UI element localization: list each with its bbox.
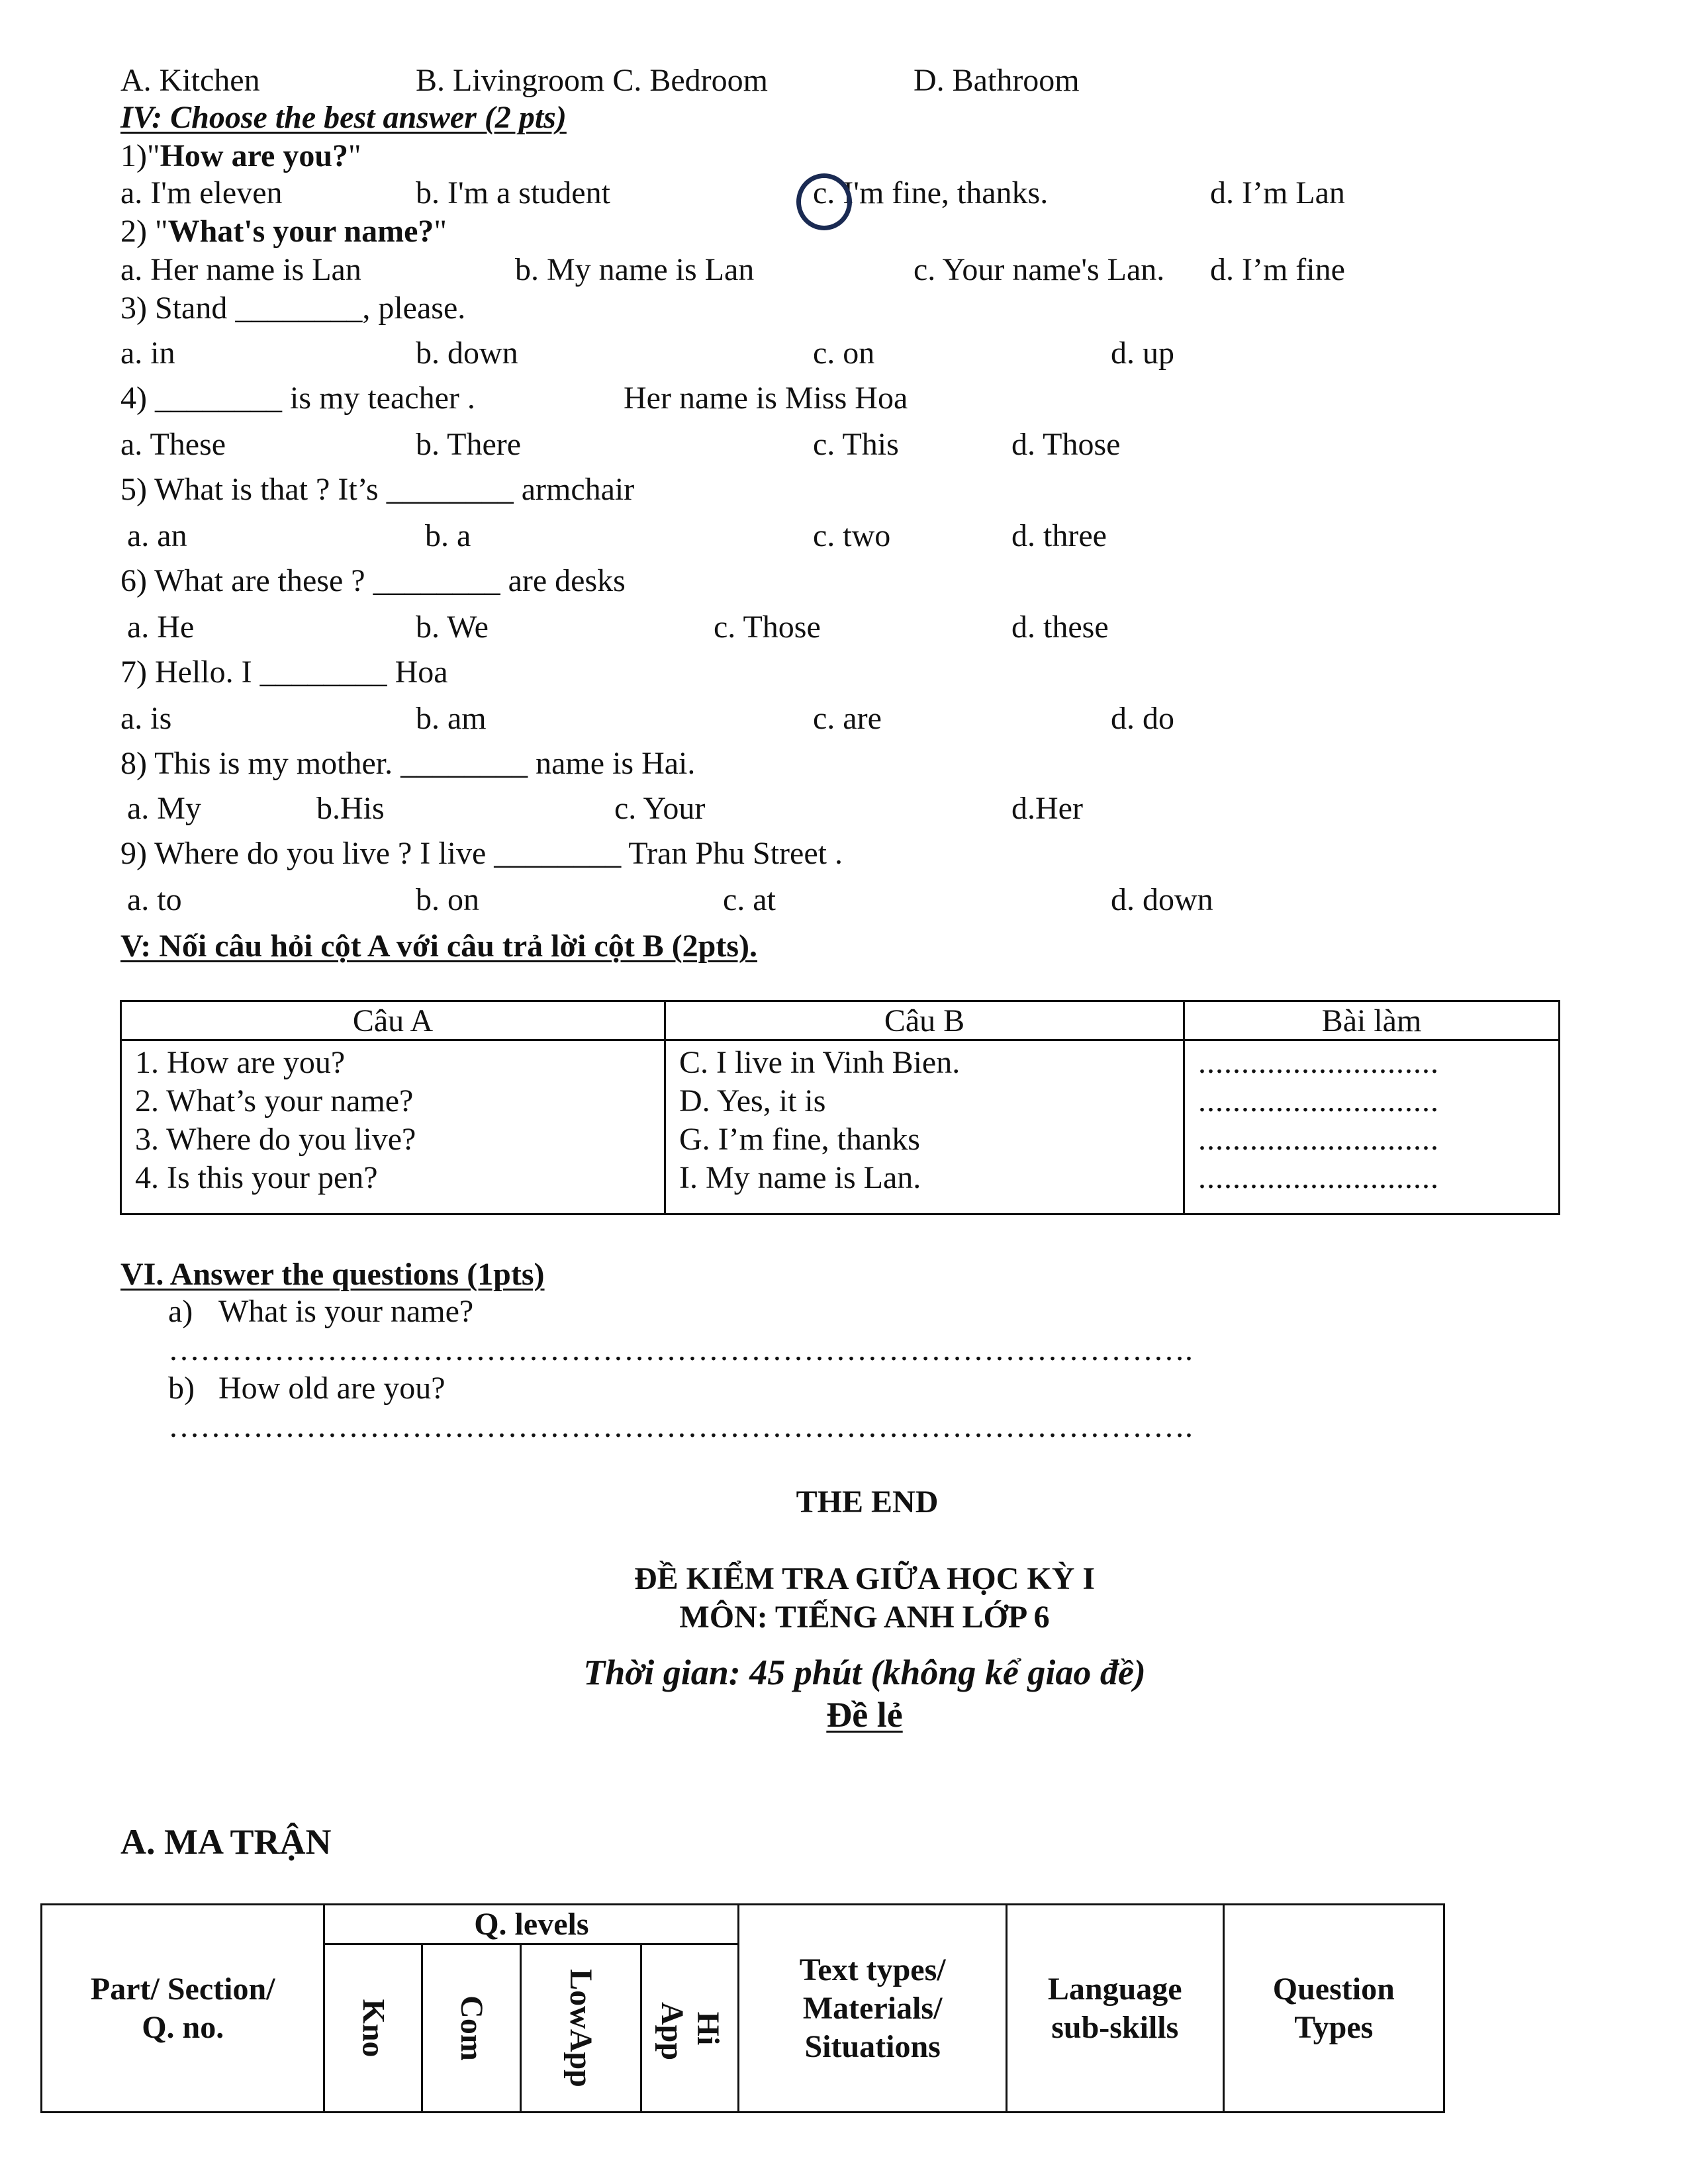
answer-circle-mark [796,173,852,230]
q-levels-header: Q. levels [324,1905,739,1944]
column-b [665,1040,1184,1214]
exam-time: Thời gian: 45 phút (không kể giao đề) [583,1653,1146,1692]
matching-table-header [121,1001,1560,1040]
q7-option-d: d. do [1111,701,1174,736]
q4-option-b: b. There [416,427,522,462]
q9-option-d: d. down [1111,882,1213,917]
q5-option-c: c. two [813,518,891,553]
question-types-header: Question Types [1223,1905,1444,2113]
header-cau-b: Câu B [665,1001,1184,1040]
q9-option-c: c. at [723,882,776,917]
the-end: THE END [796,1484,939,1520]
option-livingroom-bedroom: B. Livingroom C. Bedroom [416,63,768,98]
q4-option-a: a. These [120,427,226,462]
part-section-header: Part/ Section/ Q. no. [42,1905,324,2113]
col-b-item: I. My name is Lan. [679,1160,921,1195]
col-b-item: G. I’m fine, thanks [679,1122,920,1157]
q5-option-d: d. three [1011,518,1107,553]
q8-option-a: a. My [127,791,201,826]
q6-option-a: a. He [127,610,195,645]
exam-version: Đề lẻ [826,1695,903,1735]
col-b-item: D. Yes, it is [679,1083,826,1118]
question-3: 3) Stand ________, please. [120,291,466,326]
matrix-table [40,1903,1445,2113]
matrix-title: A. MA TRẬN [120,1822,332,1862]
question-4-part2: Her name is Miss Hoa [624,381,908,416]
q1-option-d: d. I’m Lan [1210,175,1345,210]
q5-option-b: b. a [425,518,471,553]
q6-option-b: b. We [416,610,489,645]
q8-option-d: d.Her [1011,791,1083,826]
option-bathroom: D. Bathroom [914,63,1080,98]
q6-option-d: d. these [1011,610,1109,645]
q2-option-d: d. I’m fine [1210,252,1345,287]
q3-option-c: c. on [813,336,875,371]
question-6: 6) What are these ? ________ are desks [120,563,626,598]
option-kitchen: A. Kitchen [120,63,260,98]
q2-option-b: b. My name is Lan [515,252,755,287]
matching-table-body [121,1040,1560,1214]
col-b-item: C. I live in Vinh Bien. [679,1045,961,1080]
q1-option-a: a. I'm eleven [120,175,283,210]
q7-option-b: b. am [416,701,487,736]
matrix-header-row-1 [42,1905,1444,1944]
q7-option-c: c. are [813,701,882,736]
answer-b-line[interactable]: ……………………………………………………………………………………. [168,1409,1193,1444]
q3-option-a: a. in [120,336,175,371]
column-a [121,1040,665,1214]
question-1: 1)"How are you?" [120,138,361,173]
q8-option-b: b.His [316,791,385,826]
col-a-item: 4. Is this your pen? [135,1160,378,1195]
text-types-header: Text types/ Materials/ Situations [739,1905,1007,2113]
header-cau-a: Câu A [121,1001,665,1040]
level-lowapp: LowApp [520,1944,641,2113]
answer-a-line[interactable]: ……………………………………………………………………………………. [168,1332,1193,1367]
q6-option-c: c. Those [714,610,821,645]
question-4: 4) ________ is my teacher . [120,381,475,416]
question-5: 5) What is that ? It’s ________ armchair [120,472,635,507]
q3-option-b: b. down [416,336,518,371]
question-9: 9) Where do you live ? I live ________ Tran Phu Street . [120,836,843,871]
language-subskills-header: Language sub-skills [1006,1905,1223,2113]
section-6-title: VI. Answer the questions (1pts) [120,1257,545,1292]
q1-option-b: b. I'm a student [416,175,610,210]
section-4-title: IV: Choose the best answer (2 pts) [120,100,567,135]
q5-option-a: a. an [127,518,187,553]
col-a-item: 3. Where do you live? [135,1122,416,1157]
q4-option-c: c. This [813,427,899,462]
exam-title: ĐỀ KIỂM TRA GIỮA HỌC KỲ I [633,1561,1096,1596]
col-a-item: 2. What’s your name? [135,1083,414,1118]
answer-blank[interactable]: ............................ [1198,1083,1439,1118]
question-a-text: What is your name? [218,1294,474,1329]
column-answer [1184,1040,1560,1214]
q2-option-a: a. Her name is Lan [120,252,361,287]
question-2: 2) "What's your name?" [120,214,447,249]
question-b-label: b) [168,1371,195,1406]
answer-blank[interactable]: ............................ [1198,1045,1439,1080]
level-com: Com [422,1944,521,2113]
q9-option-b: b. on [416,882,479,917]
q9-option-a: a. to [127,882,182,917]
question-b-text: How old are you? [218,1371,445,1406]
question-8: 8) This is my mother. ________ name is Hai. [120,746,696,781]
question-a-label: a) [168,1294,193,1329]
col-a-item: 1. How are you? [135,1045,346,1080]
q4-option-d: d. Those [1011,427,1121,462]
matching-table [120,1000,1560,1215]
exam-subject: MÔN: TIẾNG ANH LỚP 6 [679,1600,1050,1635]
level-hiapp: Hi App [641,1944,739,2113]
q8-option-c: c. Your [614,791,706,826]
q1-option-c: c. I'm fine, thanks. [813,175,1049,210]
answer-blank[interactable]: ............................ [1198,1122,1439,1157]
answer-blank[interactable]: ............................ [1198,1160,1439,1195]
level-kno: Kno [324,1944,422,2113]
section-5-title: V: Nối câu hỏi cột A với câu trả lời cột B (2pts). [120,929,758,964]
q7-option-a: a. is [120,701,172,736]
q2-option-c: c. Your name's Lan. [914,252,1165,287]
header-bai-lam: Bài làm [1184,1001,1560,1040]
q3-option-d: d. up [1111,336,1174,371]
question-7: 7) Hello. I ________ Hoa [120,655,448,690]
